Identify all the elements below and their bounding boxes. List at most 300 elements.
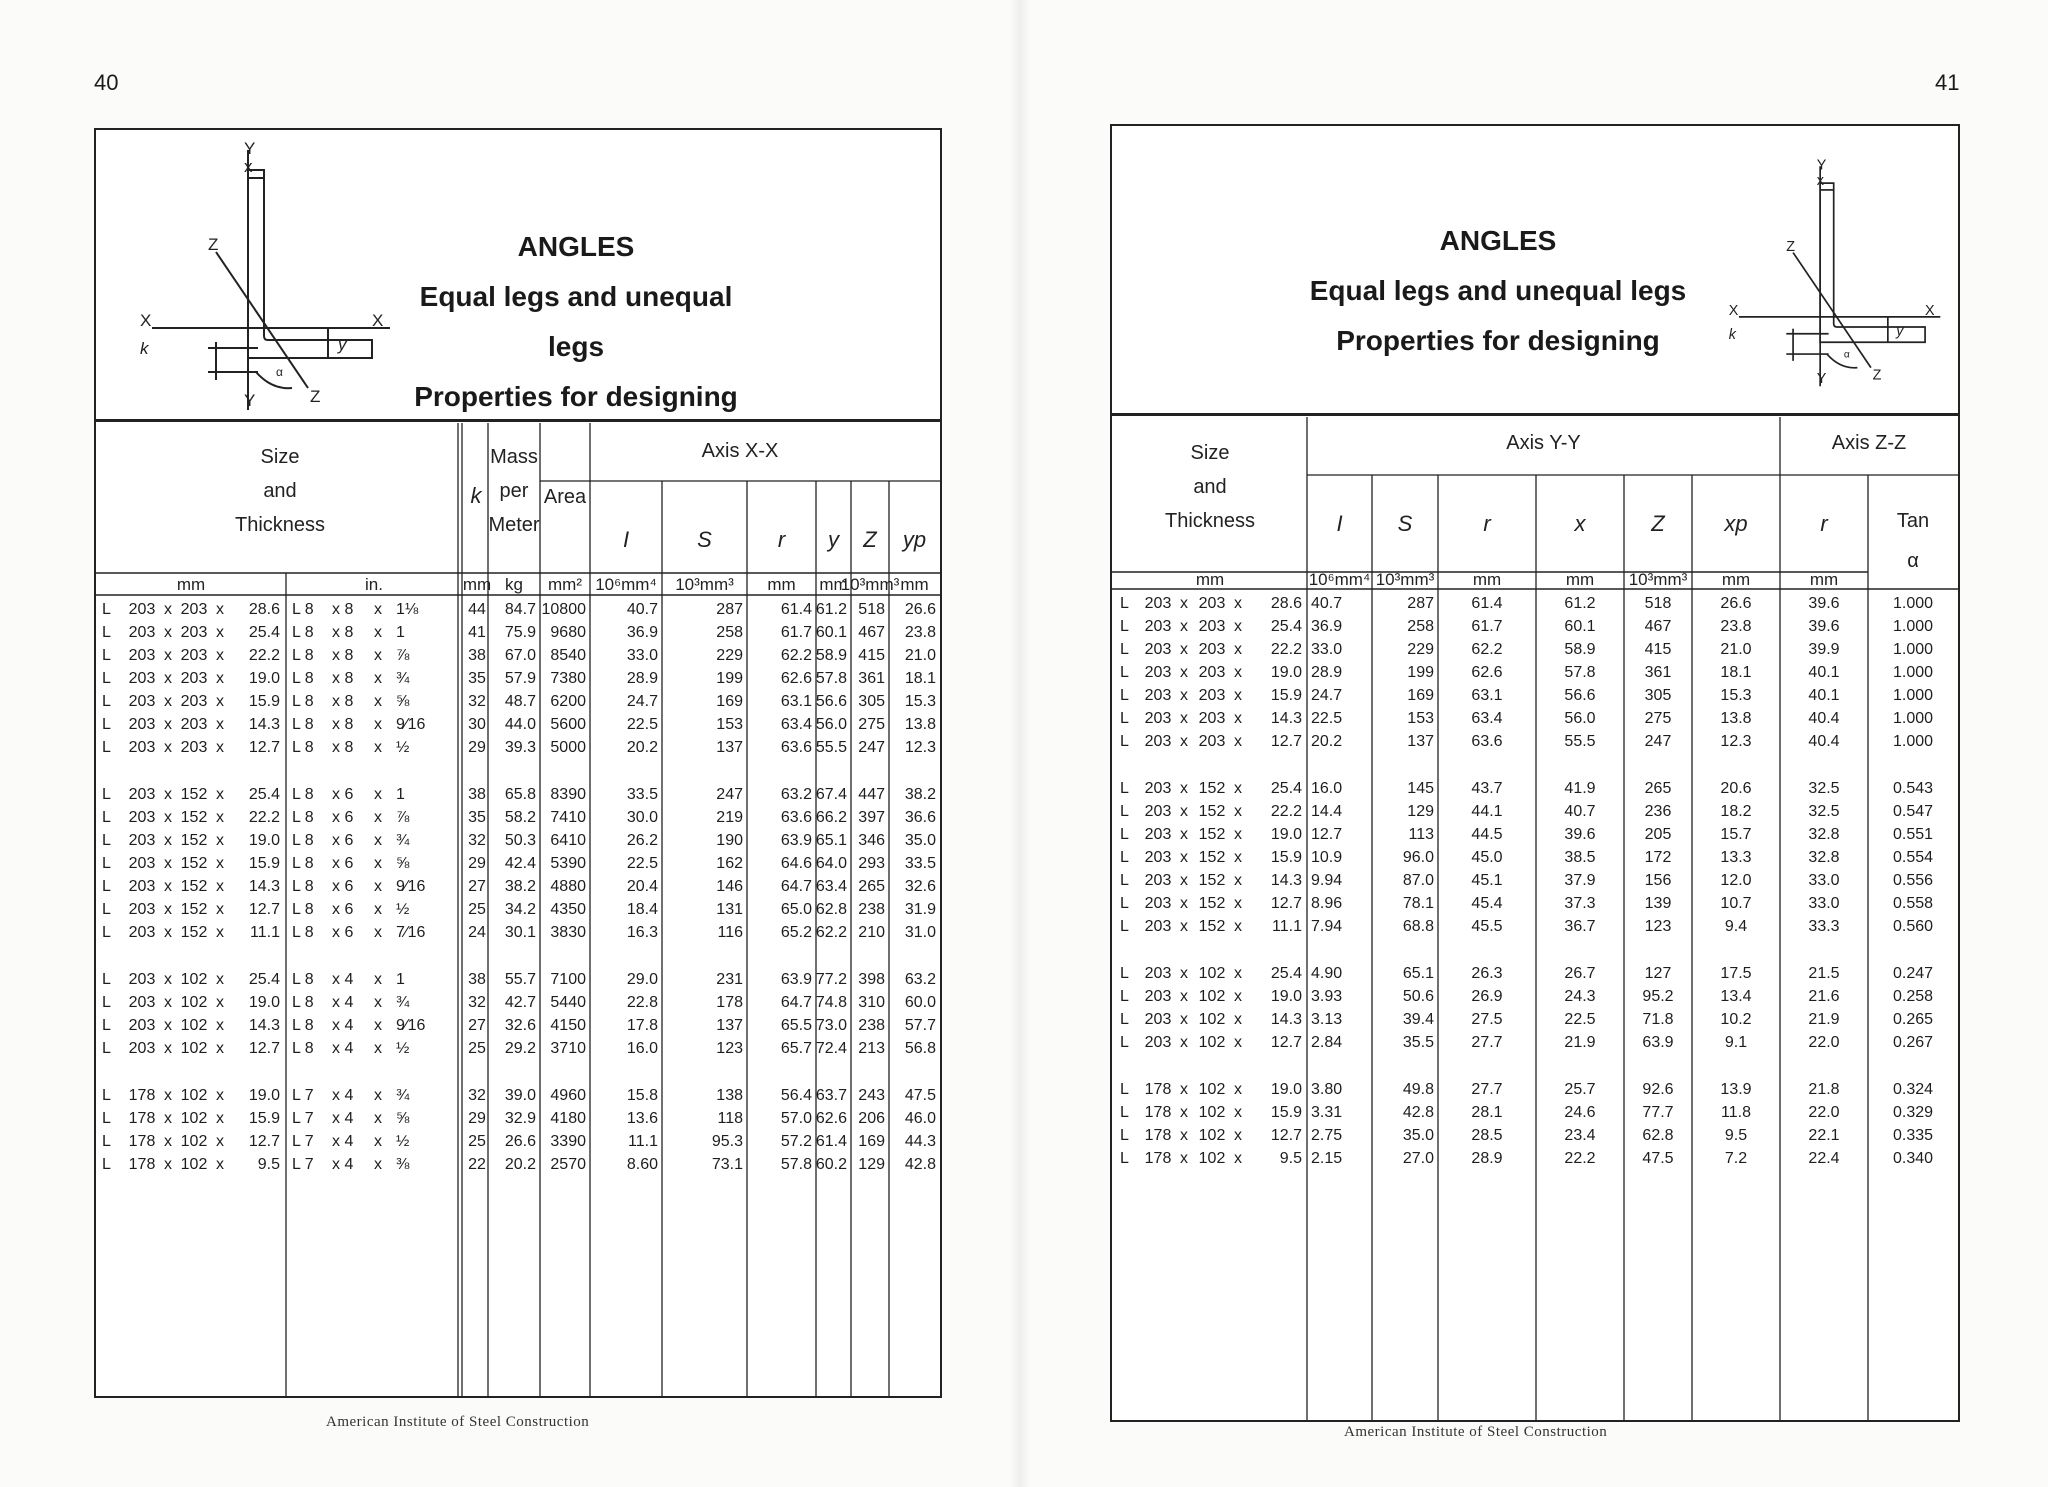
value-cell: 0.551 bbox=[1892, 826, 1934, 843]
size-mm-x: x bbox=[164, 716, 172, 733]
value-cell: 29.2 bbox=[504, 1040, 536, 1057]
size-in-thickness: ¾ bbox=[396, 994, 410, 1011]
size-mm-leg1: 203 bbox=[128, 786, 156, 803]
value-cell: 63.1 bbox=[780, 693, 812, 710]
value-cell: 40.4 bbox=[1808, 733, 1840, 750]
size-mm-x: x bbox=[1234, 618, 1242, 635]
size-mm-x: x bbox=[1180, 780, 1188, 797]
size-mm-prefix: L bbox=[102, 716, 111, 733]
value-I: 20.2 bbox=[1311, 733, 1343, 750]
value-S: 42.8 bbox=[1402, 1104, 1434, 1121]
value-cell: 73.1 bbox=[711, 1156, 743, 1173]
value-cell: 33.0 bbox=[1808, 895, 1840, 912]
size-mm-thickness: 14.3 bbox=[1270, 872, 1302, 889]
value-cell: 238 bbox=[858, 901, 885, 918]
size-mm-x: x bbox=[216, 1040, 224, 1057]
size-mm-leg1: 203 bbox=[128, 739, 156, 756]
size-in-thickness: ⅞ bbox=[396, 647, 410, 664]
k-value: 25 bbox=[468, 1133, 486, 1150]
k-value: 29 bbox=[468, 1110, 486, 1127]
size-mm-leg1: 178 bbox=[128, 1110, 156, 1127]
value-cell: 58.2 bbox=[504, 809, 536, 826]
value-cell: 238 bbox=[858, 1017, 885, 1034]
svg-text:X: X bbox=[1925, 303, 1935, 320]
value-cell: 13.9 bbox=[1720, 1081, 1752, 1098]
subtitle: Equal legs and unequal legs bbox=[1309, 275, 1687, 306]
size-mm-leg1: 203 bbox=[1144, 618, 1172, 635]
value-cell: 65.8 bbox=[504, 786, 536, 803]
size-in-leg1: L 8 bbox=[292, 878, 314, 895]
size-mm-leg2: 102 bbox=[1198, 1127, 1226, 1144]
size-mm-prefix: L bbox=[102, 994, 111, 1011]
size-mm-thickness: 11.1 bbox=[250, 924, 280, 941]
k-value: 27 bbox=[468, 1017, 486, 1034]
value-cell: 0.265 bbox=[1892, 1011, 1934, 1028]
value-cell: 116 bbox=[717, 924, 743, 941]
value-cell: 62.8 bbox=[1642, 1127, 1674, 1144]
size-mm-leg1: 178 bbox=[1144, 1150, 1172, 1167]
size-mm-x: x bbox=[216, 601, 224, 618]
size-mm-x: x bbox=[1180, 895, 1188, 912]
size-mm-x: x bbox=[164, 855, 172, 872]
header-xp: xp bbox=[1724, 511, 1748, 536]
value-cell: 22.8 bbox=[626, 994, 658, 1011]
size-mm-leg2: 102 bbox=[1198, 1104, 1226, 1121]
size-mm-x: x bbox=[1180, 733, 1188, 750]
size-mm-thickness: 14.3 bbox=[248, 878, 280, 895]
size-in-leg2: x 8 bbox=[332, 601, 354, 618]
k-value: 32 bbox=[468, 832, 486, 849]
value-cell: 39.6 bbox=[1808, 618, 1840, 635]
size-mm-leg2: 203 bbox=[180, 670, 208, 687]
value-I: 22.5 bbox=[1311, 710, 1343, 727]
size-mm-x: x bbox=[1180, 1127, 1188, 1144]
value-cell: 26.9 bbox=[1471, 988, 1503, 1005]
value-S: 113 bbox=[1408, 826, 1434, 843]
size-mm-prefix: L bbox=[1120, 780, 1129, 797]
size-mm-leg2: 102 bbox=[1198, 1081, 1226, 1098]
size-in-leg1: L 8 bbox=[292, 971, 314, 988]
value-cell: 247 bbox=[716, 786, 743, 803]
size-in-leg1: L 8 bbox=[292, 670, 314, 687]
value-cell: 1.000 bbox=[1892, 687, 1934, 704]
size-mm-thickness: 19.0 bbox=[248, 1087, 280, 1104]
value-I: 40.7 bbox=[1311, 595, 1343, 612]
value-cell: 36.6 bbox=[904, 809, 936, 826]
value-cell: 62.8 bbox=[815, 901, 847, 918]
value-cell: 61.2 bbox=[815, 601, 847, 618]
value-cell: 12.0 bbox=[1720, 872, 1752, 889]
value-cell: 64.6 bbox=[780, 855, 812, 872]
k-value: 38 bbox=[468, 647, 486, 664]
size-mm-leg1: 203 bbox=[128, 716, 156, 733]
size-mm-leg1: 203 bbox=[1144, 733, 1172, 750]
value-cell: 32.5 bbox=[1808, 780, 1840, 797]
size-mm-x: x bbox=[1234, 687, 1242, 704]
size-mm-prefix: L bbox=[102, 601, 111, 618]
value-cell: 20.6 bbox=[1720, 780, 1752, 797]
value-cell: 42.4 bbox=[504, 855, 536, 872]
size-mm-leg2: 152 bbox=[1198, 918, 1226, 935]
value-cell: 7.2 bbox=[1724, 1150, 1748, 1167]
size-mm-leg2: 102 bbox=[1198, 965, 1226, 982]
value-cell: 26.6 bbox=[504, 1133, 536, 1150]
value-cell: 77.7 bbox=[1642, 1104, 1674, 1121]
header-x: x bbox=[1574, 511, 1586, 536]
size-mm-prefix: L bbox=[1120, 1011, 1129, 1028]
svg-text:y: y bbox=[1896, 323, 1904, 340]
value-cell: 118 bbox=[717, 1110, 743, 1127]
value-cell: 55.5 bbox=[815, 739, 847, 756]
value-cell: 23.8 bbox=[904, 624, 936, 641]
size-mm-leg2: 152 bbox=[1198, 803, 1226, 820]
header-S: S bbox=[697, 527, 712, 552]
size-mm-thickness: 19.0 bbox=[1270, 1081, 1302, 1098]
value-cell: 40.7 bbox=[1564, 803, 1596, 820]
size-in-x: x bbox=[374, 739, 382, 756]
svg-text:Y: Y bbox=[244, 391, 256, 410]
value-cell: 13.6 bbox=[626, 1110, 658, 1127]
size-mm-x: x bbox=[1234, 595, 1242, 612]
value-cell: 39.3 bbox=[504, 739, 536, 756]
size-in-leg1: L 8 bbox=[292, 647, 314, 664]
value-cell: 18.2 bbox=[1720, 803, 1752, 820]
size-mm-leg2: 102 bbox=[180, 1110, 208, 1127]
size-mm-leg2: 102 bbox=[180, 994, 208, 1011]
value-cell: 0.329 bbox=[1892, 1104, 1934, 1121]
value-cell: 24.6 bbox=[1564, 1104, 1596, 1121]
svg-text:Y: Y bbox=[244, 140, 256, 158]
size-in-thickness: ⅞ bbox=[396, 809, 410, 826]
value-cell: 24.3 bbox=[1564, 988, 1596, 1005]
size-mm-x: x bbox=[1180, 872, 1188, 889]
k-value: 41 bbox=[468, 624, 486, 641]
value-cell: 62.6 bbox=[815, 1110, 847, 1127]
value-cell: 63.6 bbox=[1471, 733, 1503, 750]
header-size: Size bbox=[260, 446, 300, 468]
value-cell: 236 bbox=[1644, 803, 1672, 820]
value-cell: 30.0 bbox=[626, 809, 658, 826]
value-cell: 29.0 bbox=[626, 971, 658, 988]
size-mm-leg1: 178 bbox=[1144, 1081, 1172, 1098]
value-cell: 247 bbox=[1644, 733, 1672, 750]
value-cell: 229 bbox=[716, 647, 743, 664]
size-in-thickness: 7⁄16 bbox=[396, 924, 426, 941]
size-in-leg2: x 8 bbox=[332, 716, 354, 733]
value-cell: 139 bbox=[1644, 895, 1672, 912]
value-cell: 13.8 bbox=[1720, 710, 1752, 727]
size-mm-thickness: 12.7 bbox=[248, 1040, 280, 1057]
value-cell: 213 bbox=[858, 1040, 885, 1057]
value-cell: 63.4 bbox=[1471, 710, 1503, 727]
size-mm-leg1: 203 bbox=[1144, 849, 1172, 866]
size-mm-prefix: L bbox=[102, 693, 111, 710]
value-cell: 71.8 bbox=[1642, 1011, 1674, 1028]
size-mm-prefix: L bbox=[1120, 849, 1129, 866]
size-in-thickness: ¾ bbox=[396, 670, 410, 687]
size-mm-x: x bbox=[1180, 710, 1188, 727]
value-cell: 37.3 bbox=[1564, 895, 1596, 912]
size-mm-leg2: 152 bbox=[180, 786, 208, 803]
size-mm-leg1: 203 bbox=[128, 971, 156, 988]
value-S: 35.5 bbox=[1402, 1034, 1434, 1051]
page-left bbox=[0, 0, 1010, 1487]
value-cell: 13.3 bbox=[1720, 849, 1752, 866]
value-cell: 63.1 bbox=[1471, 687, 1503, 704]
value-cell: 75.9 bbox=[504, 624, 536, 641]
value-cell: 62.2 bbox=[1471, 641, 1503, 658]
value-cell: 15.8 bbox=[626, 1087, 658, 1104]
value-cell: 447 bbox=[858, 786, 885, 803]
value-cell: 61.7 bbox=[780, 624, 812, 641]
value-cell: 31.9 bbox=[904, 901, 936, 918]
value-cell: 13.4 bbox=[1720, 988, 1752, 1005]
value-cell: 15.7 bbox=[1720, 826, 1752, 843]
value-cell: 123 bbox=[716, 1040, 743, 1057]
k-value: 35 bbox=[468, 670, 486, 687]
page-fold bbox=[1010, 0, 1030, 1487]
value-I: 28.9 bbox=[1311, 664, 1343, 681]
value-cell: 293 bbox=[858, 855, 885, 872]
header-Z: Z bbox=[1651, 511, 1665, 536]
value-cell: 50.3 bbox=[504, 832, 536, 849]
unit-label: mm bbox=[1195, 570, 1225, 589]
size-mm-thickness: 15.9 bbox=[1270, 849, 1302, 866]
size-mm-leg1: 203 bbox=[128, 1040, 156, 1057]
value-cell: 26.3 bbox=[1471, 965, 1503, 982]
size-mm-x: x bbox=[216, 670, 224, 687]
value-cell: 4880 bbox=[550, 878, 586, 895]
size-mm-leg2: 203 bbox=[180, 716, 208, 733]
size-mm-thickness: 15.9 bbox=[248, 693, 280, 710]
k-value: 29 bbox=[468, 855, 486, 872]
value-I: 16.0 bbox=[1311, 780, 1343, 797]
value-cell: 48.7 bbox=[504, 693, 536, 710]
value-S: 199 bbox=[1407, 664, 1434, 681]
value-cell: 23.4 bbox=[1564, 1127, 1596, 1144]
size-mm-thickness: 12.7 bbox=[1270, 733, 1302, 750]
value-cell: 8540 bbox=[550, 647, 586, 664]
value-cell: 22.2 bbox=[1564, 1150, 1596, 1167]
angles-table-yy-zz bbox=[1112, 417, 1958, 1422]
size-mm-x: x bbox=[164, 601, 172, 618]
svg-text:Z: Z bbox=[310, 387, 321, 406]
size-in-thickness: ⅝ bbox=[396, 1110, 410, 1127]
size-in-leg2: x 6 bbox=[332, 809, 354, 826]
value-cell: 57.8 bbox=[815, 670, 847, 687]
size-mm-prefix: L bbox=[102, 901, 111, 918]
value-cell: 36.7 bbox=[1564, 918, 1596, 935]
value-cell: 28.1 bbox=[1471, 1104, 1503, 1121]
size-mm-leg1: 203 bbox=[1144, 641, 1172, 658]
value-cell: 45.0 bbox=[1471, 849, 1503, 866]
value-cell: 305 bbox=[1644, 687, 1672, 704]
value-cell: 1.000 bbox=[1892, 595, 1934, 612]
size-mm-leg1: 203 bbox=[128, 924, 156, 941]
value-cell: 63.9 bbox=[1642, 1034, 1674, 1051]
value-cell: 0.543 bbox=[1892, 780, 1934, 797]
size-mm-prefix: L bbox=[1120, 895, 1129, 912]
size-in-leg2: x 4 bbox=[332, 1087, 354, 1104]
size-mm-x: x bbox=[216, 1110, 224, 1127]
value-I: 7.94 bbox=[1311, 918, 1343, 935]
value-cell: 361 bbox=[1644, 664, 1672, 681]
value-S: 27.0 bbox=[1402, 1150, 1434, 1167]
size-mm-thickness: 15.9 bbox=[248, 855, 280, 872]
size-mm-x: x bbox=[1234, 1011, 1242, 1028]
value-cell: 65.2 bbox=[780, 924, 812, 941]
value-cell: 27.7 bbox=[1471, 1081, 1503, 1098]
size-mm-prefix: L bbox=[102, 1156, 111, 1173]
size-mm-leg2: 102 bbox=[180, 971, 208, 988]
value-cell: 0.547 bbox=[1892, 803, 1934, 820]
value-cell: 172 bbox=[1644, 849, 1672, 866]
size-mm-prefix: L bbox=[102, 1040, 111, 1057]
value-cell: 5390 bbox=[550, 855, 586, 872]
size-mm-x: x bbox=[1234, 826, 1242, 843]
value-cell: 24.7 bbox=[626, 693, 658, 710]
size-mm-x: x bbox=[216, 809, 224, 826]
size-in-leg2: x 4 bbox=[332, 1040, 354, 1057]
size-in-x: x bbox=[374, 901, 382, 918]
k-value: 32 bbox=[468, 994, 486, 1011]
size-mm-prefix: L bbox=[102, 878, 111, 895]
size-in-x: x bbox=[374, 1110, 382, 1127]
size-mm-x: x bbox=[216, 832, 224, 849]
unit-label: mm bbox=[1721, 570, 1751, 589]
size-mm-prefix: L bbox=[102, 670, 111, 687]
size-mm-thickness: 22.2 bbox=[248, 647, 280, 664]
size-mm-prefix: L bbox=[1120, 965, 1129, 982]
value-cell: 7100 bbox=[550, 971, 586, 988]
value-cell: 23.8 bbox=[1720, 618, 1752, 635]
value-cell: 275 bbox=[1644, 710, 1672, 727]
value-cell: 5000 bbox=[550, 739, 586, 756]
value-cell: 63.4 bbox=[780, 716, 812, 733]
size-mm-thickness: 12.7 bbox=[1270, 1127, 1302, 1144]
size-mm-x: x bbox=[216, 1017, 224, 1034]
value-cell: 206 bbox=[858, 1110, 885, 1127]
header-I: I bbox=[1336, 511, 1343, 536]
footer: American Institute of Steel Construction bbox=[1344, 1424, 1608, 1440]
header-axis-xx: Axis X-X bbox=[701, 440, 779, 462]
value-cell: 65.7 bbox=[780, 1040, 812, 1057]
value-cell: 0.554 bbox=[1892, 849, 1934, 866]
value-S: 35.0 bbox=[1402, 1127, 1434, 1144]
value-cell: 10.2 bbox=[1720, 1011, 1752, 1028]
value-cell: 22.0 bbox=[1808, 1104, 1840, 1121]
size-mm-x: x bbox=[1180, 918, 1188, 935]
size-in-leg2: x 6 bbox=[332, 901, 354, 918]
header-y: y bbox=[828, 527, 839, 552]
size-mm-x: x bbox=[164, 994, 172, 1011]
value-cell: 1.000 bbox=[1892, 618, 1934, 635]
size-mm-x: x bbox=[1180, 849, 1188, 866]
value-I: 12.7 bbox=[1311, 826, 1343, 843]
value-cell: 138 bbox=[716, 1087, 743, 1104]
header-I: I bbox=[622, 527, 630, 552]
k-value: 22 bbox=[468, 1156, 486, 1173]
size-in-thickness: ⅝ bbox=[396, 693, 410, 710]
size-mm-leg1: 203 bbox=[1144, 710, 1172, 727]
value-cell: 18.1 bbox=[1720, 664, 1752, 681]
unit-label: mm bbox=[1809, 570, 1839, 589]
size-mm-thickness: 28.6 bbox=[248, 601, 280, 618]
value-cell: 65.0 bbox=[780, 901, 812, 918]
size-mm-leg1: 203 bbox=[1144, 988, 1172, 1005]
value-cell: 6410 bbox=[550, 832, 586, 849]
value-cell: 8.60 bbox=[626, 1156, 658, 1173]
size-mm-thickness: 28.6 bbox=[1270, 595, 1302, 612]
value-cell: 61.2 bbox=[1564, 595, 1596, 612]
angle-section-diagram-icon bbox=[132, 140, 392, 410]
size-mm-x: x bbox=[164, 739, 172, 756]
value-cell: 0.560 bbox=[1892, 918, 1934, 935]
page-right bbox=[1030, 0, 2048, 1487]
value-cell: 205 bbox=[1644, 826, 1672, 843]
size-in-leg1: L 8 bbox=[292, 1017, 314, 1034]
value-cell: 46.0 bbox=[904, 1110, 936, 1127]
value-cell: 153 bbox=[716, 716, 743, 733]
size-mm-leg1: 203 bbox=[1144, 826, 1172, 843]
value-cell: 61.4 bbox=[815, 1133, 847, 1150]
value-I: 24.7 bbox=[1311, 687, 1343, 704]
size-mm-x: x bbox=[1234, 641, 1242, 658]
value-I: 33.0 bbox=[1311, 641, 1343, 658]
value-cell: 66.2 bbox=[815, 809, 847, 826]
value-cell: 4150 bbox=[550, 1017, 586, 1034]
value-cell: 4180 bbox=[550, 1110, 586, 1127]
size-mm-leg1: 203 bbox=[128, 693, 156, 710]
size-mm-x: x bbox=[1180, 595, 1188, 612]
size-mm-x: x bbox=[164, 832, 172, 849]
value-cell: 63.7 bbox=[815, 1087, 847, 1104]
value-cell: 26.2 bbox=[626, 832, 658, 849]
size-mm-prefix: L bbox=[102, 739, 111, 756]
value-cell: 62.6 bbox=[1471, 664, 1503, 681]
value-I: 2.15 bbox=[1311, 1150, 1343, 1167]
value-cell: 56.6 bbox=[815, 693, 847, 710]
value-cell: 7380 bbox=[550, 670, 586, 687]
value-cell: 15.3 bbox=[904, 693, 936, 710]
value-cell: 63.2 bbox=[780, 786, 812, 803]
value-cell: 11.8 bbox=[1721, 1104, 1751, 1121]
size-in-leg1: L 8 bbox=[292, 924, 314, 941]
value-cell: 346 bbox=[858, 832, 885, 849]
header-meter: Meter bbox=[488, 514, 540, 536]
size-mm-x: x bbox=[1180, 988, 1188, 1005]
size-mm-x: x bbox=[216, 924, 224, 941]
size-in-leg1: L 7 bbox=[292, 1133, 314, 1150]
size-mm-leg1: 203 bbox=[1144, 965, 1172, 982]
size-mm-leg1: 203 bbox=[1144, 918, 1172, 935]
value-cell: 58.9 bbox=[1564, 641, 1596, 658]
value-cell: 32.8 bbox=[1808, 849, 1840, 866]
angles-table-xx bbox=[96, 423, 940, 1398]
size-mm-leg1: 203 bbox=[128, 1017, 156, 1034]
value-cell: 63.9 bbox=[780, 971, 812, 988]
size-mm-prefix: L bbox=[1120, 664, 1129, 681]
page-title: ANGLES bbox=[517, 231, 635, 262]
size-mm-prefix: L bbox=[102, 924, 111, 941]
size-mm-x: x bbox=[1180, 965, 1188, 982]
value-S: 169 bbox=[1407, 687, 1434, 704]
size-mm-x: x bbox=[164, 1017, 172, 1034]
size-in-x: x bbox=[374, 855, 382, 872]
size-mm-leg2: 152 bbox=[180, 901, 208, 918]
size-mm-prefix: L bbox=[102, 809, 111, 826]
size-in-x: x bbox=[374, 832, 382, 849]
